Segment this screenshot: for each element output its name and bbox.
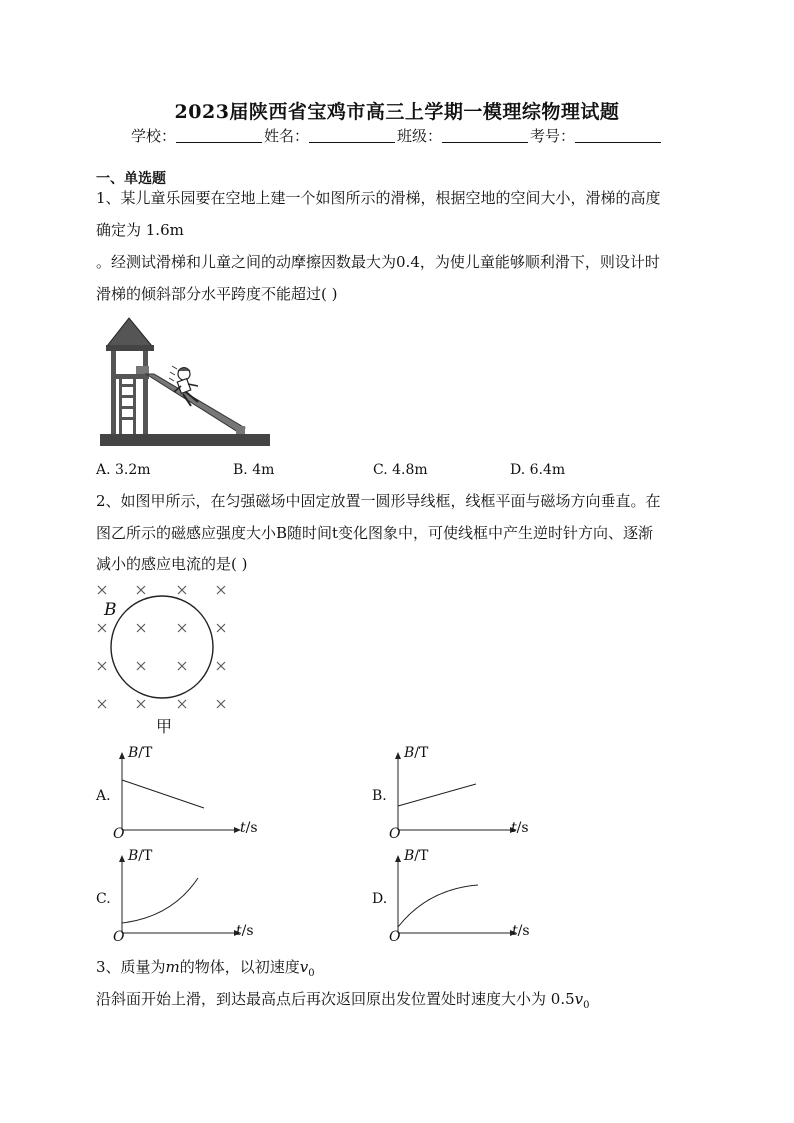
graph-a-origin: O: [113, 826, 125, 842]
page-title: 2023届陕西省宝鸡市高三上学期一模理综物理试题: [174, 101, 620, 123]
graph-d-xlabel: t/s: [512, 923, 530, 939]
q2-line1: 2、如图甲所示，在匀强磁场中固定放置一圆形导线框，线框平面与磁场方向垂直。在: [96, 492, 661, 510]
q3-line2: 沿斜面开始上滑，到达最高点后再次返回原出发位置处时速度大小为 $0.5v_0$: [96, 990, 590, 1011]
q2-line3: 减小的感应电流的是( ): [96, 555, 248, 573]
graph-c-xlabel: t/s: [236, 923, 254, 939]
q1-line2: 确定为 1.6m: [96, 221, 184, 239]
section-heading: 一、单选题: [96, 171, 166, 187]
graph-b-origin: O: [389, 826, 401, 842]
name-label: 姓名：: [263, 127, 309, 145]
school-label: 学校：: [130, 127, 176, 145]
q1-line4: 滑梯的倾斜部分水平跨度不能超过( ): [96, 285, 338, 303]
q2-line2: 图乙所示的磁感应强度大小B随时间t变化图象中，可使线框中产生逆时针方向、逐渐: [96, 524, 654, 542]
graph-option-d[interactable]: D.: [372, 891, 388, 907]
field-b-label: B: [104, 600, 117, 620]
graph-c-origin: O: [113, 929, 125, 945]
number-label: 考号：: [530, 127, 576, 145]
graph-option-a[interactable]: A.: [96, 788, 111, 804]
graph-b-xlabel: t/s: [511, 820, 529, 836]
name-blank[interactable]: [309, 128, 395, 143]
q1-option-b[interactable]: B. 4m: [233, 462, 275, 478]
q1-line1: 1、某儿童乐园要在空地上建一个如图所示的滑梯，根据空地的空间大小，滑梯的高度: [96, 189, 661, 207]
graph-a-xlabel: t/s: [240, 820, 258, 836]
slide-illustration: [98, 316, 273, 450]
class-label: 班级：: [397, 127, 443, 145]
school-blank[interactable]: [176, 128, 262, 143]
number-blank[interactable]: [575, 128, 661, 143]
q1-option-c[interactable]: C. 4.8m: [373, 462, 428, 478]
graph-b-ylabel: B/T: [404, 745, 429, 761]
student-info-line: [0, 125, 794, 146]
class-blank[interactable]: [442, 128, 528, 143]
graph-d-origin: O: [389, 929, 401, 945]
graph-a-ylabel: B/T: [128, 745, 153, 761]
graph-c-ylabel: B/T: [128, 848, 153, 864]
figure-caption: 甲: [156, 717, 173, 736]
q3-line1: 3、质量为m的物体，以初速度$v_0$: [96, 958, 315, 979]
q1-option-a[interactable]: A. 3.2m: [96, 462, 151, 478]
graph-d-ylabel: B/T: [404, 848, 429, 864]
q1-line3: 。经测试滑梯和儿童之间的动摩擦因数最大为0.4，为使儿童能够顺利滑下，则设计时: [96, 253, 660, 271]
graph-option-c[interactable]: C.: [96, 891, 111, 907]
graph-option-b[interactable]: B.: [372, 788, 387, 804]
q1-option-d[interactable]: D. 6.4m: [510, 462, 566, 478]
